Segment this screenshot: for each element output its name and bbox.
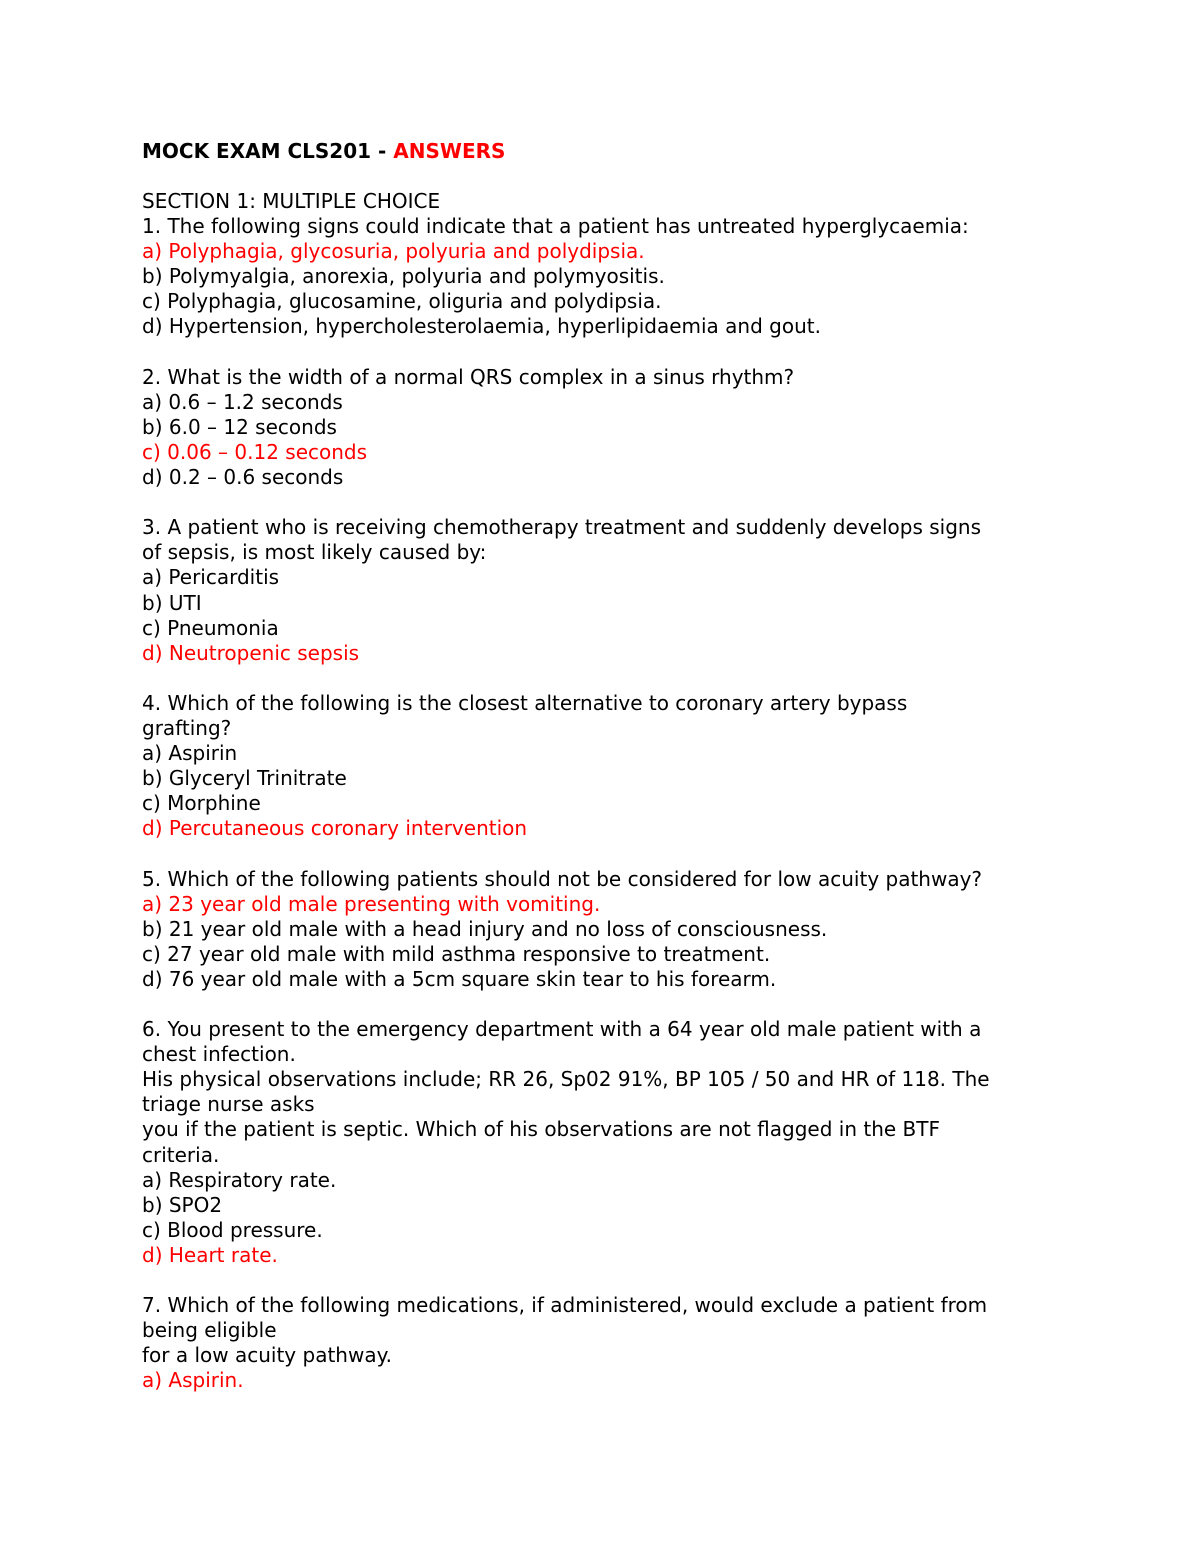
question-text: of sepsis, is most likely caused by:: [142, 540, 487, 565]
question-2: [142, 365, 1140, 490]
option: d) 0.2 – 0.6 seconds: [142, 465, 344, 490]
question-text: criteria.: [142, 1142, 220, 1167]
option: b) 6.0 – 12 seconds: [142, 414, 337, 439]
option: b) UTI: [142, 590, 202, 615]
question-text: His physical observations include; RR 26, Sp02 91%, BP 105 / 50 and HR of 118. The: [142, 1067, 990, 1092]
option: c) Pneumonia: [142, 615, 279, 640]
question-text: 2. What is the width of a normal QRS complex in a sinus rhythm?: [142, 364, 795, 389]
option: b) SPO2: [142, 1192, 223, 1217]
section-heading: SECTION 1: MULTIPLE CHOICE: [142, 189, 441, 213]
option-correct: d) Neutropenic sepsis: [142, 640, 360, 665]
option: d) Hypertension, hypercholesterolaemia, hyperlipidaemia and gout.: [142, 314, 821, 339]
option: c) 27 year old male with mild asthma responsive to treatment.: [142, 941, 771, 966]
question-text: 7. Which of the following medications, if administered, would exclude a patient from: [142, 1293, 988, 1318]
question-7: [142, 1293, 1140, 1393]
option: b) 21 year old male with a head injury and no loss of consciousness.: [142, 916, 828, 941]
option: a) Aspirin: [142, 741, 238, 766]
title-answers: ANSWERS: [393, 139, 506, 163]
option-correct: a) Aspirin.: [142, 1368, 244, 1393]
question-text: 4. Which of the following is the closest alternative to coronary artery bypass: [142, 690, 908, 715]
question-text: for a low acuity pathway.: [142, 1343, 392, 1368]
question-text: 3. A patient who is receiving chemotherapy treatment and suddenly develops signs: [142, 515, 981, 540]
option: a) 0.6 – 1.2 seconds: [142, 389, 343, 414]
question-text: 1. The following signs could indicate that a patient has untreated hyperglycaemia:: [142, 214, 969, 239]
question-5: [142, 867, 1140, 992]
question-text: triage nurse asks: [142, 1092, 315, 1117]
question-text: grafting?: [142, 715, 232, 740]
option: a) Respiratory rate.: [142, 1167, 337, 1192]
option: d) 76 year old male with a 5cm square skin tear to his forearm.: [142, 966, 777, 991]
option: b) Polymyalgia, anorexia, polyuria and polymyositis.: [142, 264, 665, 289]
question-4: [142, 691, 1140, 842]
option: c) Blood pressure.: [142, 1217, 323, 1242]
option: a) Pericarditis: [142, 565, 280, 590]
option-correct: c) 0.06 – 0.12 seconds: [142, 439, 368, 464]
option-correct: d) Percutaneous coronary intervention: [142, 816, 528, 841]
option-correct: a) 23 year old male presenting with vomiting.: [142, 891, 601, 916]
question-text: 6. You present to the emergency department with a 64 year old male patient with a: [142, 1017, 982, 1042]
option-correct: d) Heart rate.: [142, 1242, 278, 1267]
option: b) Glyceryl Trinitrate: [142, 766, 347, 791]
page-title: [142, 139, 1140, 164]
question-1: [142, 214, 1140, 339]
question-text: you if the patient is septic. Which of his observations are not flagged in the BTF: [142, 1117, 940, 1142]
question-6: [142, 1017, 1140, 1268]
option: c) Morphine: [142, 791, 261, 816]
title-main: MOCK EXAM CLS201 -: [142, 139, 394, 163]
question-text: being eligible: [142, 1318, 277, 1343]
question-3: [142, 515, 1140, 666]
question-text: 5. Which of the following patients should not be considered for low acuity pathway?: [142, 866, 983, 891]
option: c) Polyphagia, glucosamine, oliguria and polydipsia.: [142, 289, 662, 314]
question-text: chest infection.: [142, 1042, 296, 1067]
option-correct: a) Polyphagia, glycosuria, polyuria and polydipsia.: [142, 239, 645, 264]
